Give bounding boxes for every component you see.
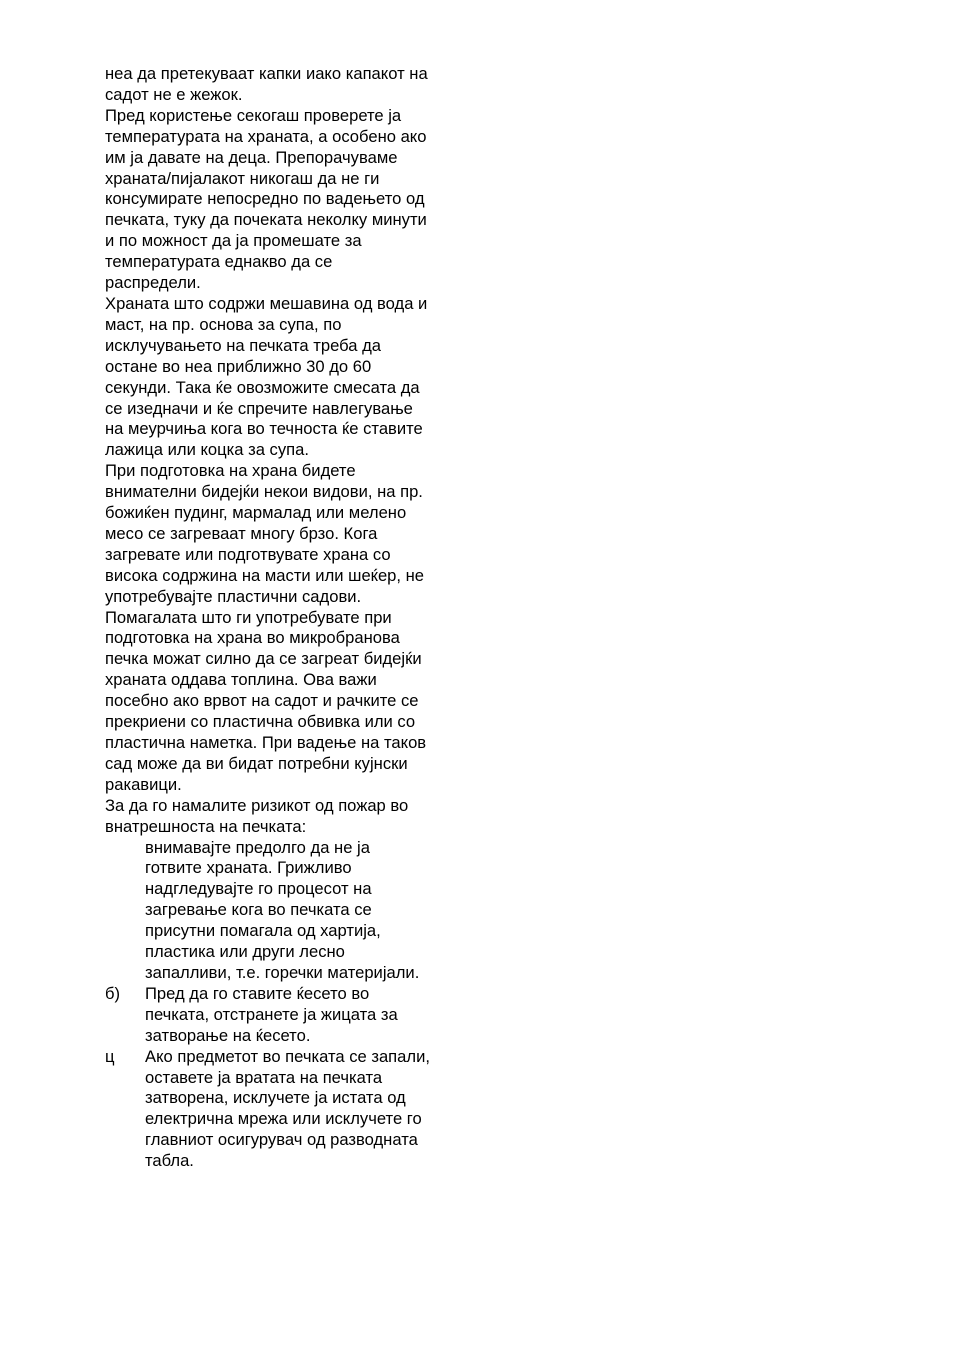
paragraph-careful-preparation: При подготовка на храна бидете внимателни бидејќи некои видови, на пр. божиќен пудинг, мармалад или мелено месо се загреваат многу брзо. Кога загревате или подготвувате храна со висока содржина на масти или шеќер, не употребувајте пластични садови. bbox=[105, 461, 425, 606]
list-item-text: Ако предметот во печката се запали, оставете ја вратата на печката затворена, исклучете ја истата од електрична мрежа или исклучете го главниот осигурувач од разводната табла. bbox=[145, 1046, 430, 1171]
list-item bbox=[105, 1047, 485, 1172]
list-item-text: внимавајте предолго да не ја готвите храната. Грижливо надгледувајте го процесот на загревање кога во печката се присутни помагала од хартија, пластика или други лесно запалливи, т.е. горечки материјали. bbox=[145, 837, 420, 982]
list-marker: ц bbox=[105, 1046, 115, 1066]
list-item bbox=[105, 984, 485, 1047]
list-marker bbox=[105, 838, 145, 984]
paragraph-utensils-heat: Помагалата што ги употребувате при подготовка на храна во микробранова печка можат силно да се загреат бидејќи храната оддава топлина. Ова важи посебно ако врвот на садот и рачките се прекриени со пластична обвивка или со пластична наметка. При вадење на таков сад може да ви бидат потребни кујнски ракавици. bbox=[105, 607, 427, 794]
paragraph-check-temperature: Пред користење секогаш проверете ја температурата на храната, а особено ако им ја давате на деца. Препорачуваме храната/пијалакот никогаш да не ги консумирате непосредно по вадењето од печката, туку да почеката неколку минути и по можност да ја промешате за температурата еднакво да се распредели. bbox=[105, 105, 427, 293]
document-page bbox=[105, 64, 485, 1172]
paragraph-fire-risk-intro: За да го намалите ризикот од пожар во внатрешноста на печката: bbox=[105, 795, 409, 836]
list-item bbox=[105, 838, 485, 984]
paragraph-water-fat-mixture: Храната што содржи мешавина од вода и маст, на пр. основа за супа, по исклучувањето на печката треба да остане во неа приближно 30 до 60 секунди. Така ќе овозможите смесата да се изедначи и ќе спречите навлегување на меурчиња кога во течноста ќе ставите лажица или коцка за супа. bbox=[105, 293, 428, 460]
paragraph-lid-drops: неа да претекуваат капки иако капакот на садот не е жежок. bbox=[105, 64, 428, 104]
list-item-text: Пред да го ставите ќесето во печката, отстранете ја жицата за затворање на ќесето. bbox=[145, 983, 398, 1045]
list-marker: б) bbox=[105, 983, 121, 1003]
